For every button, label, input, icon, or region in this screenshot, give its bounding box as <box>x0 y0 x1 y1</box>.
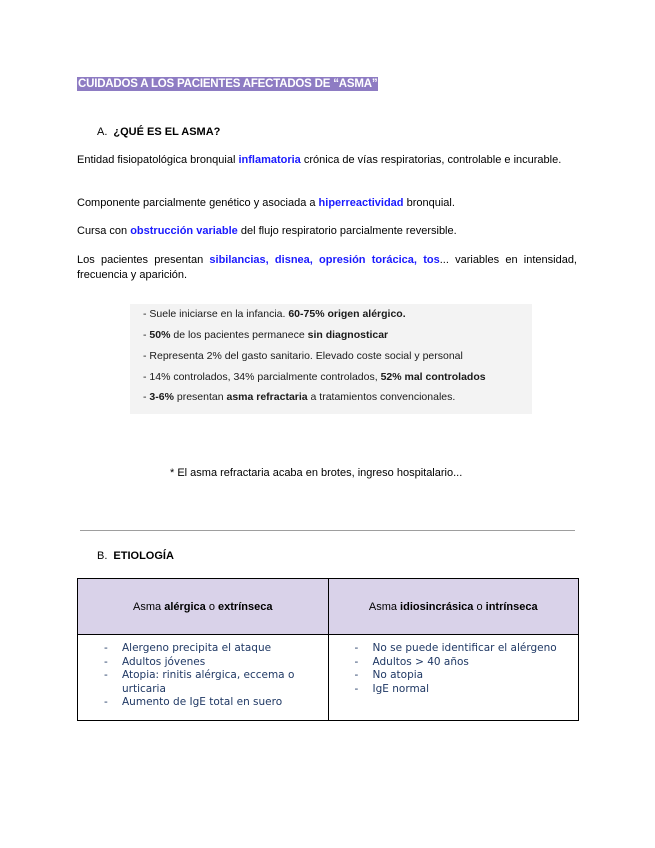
allergic-features-cell <box>78 635 329 721</box>
p1-text: Entidad fisiopatológica bronquial <box>77 154 239 166</box>
fact-line-4: - 14% controlados, 34% parcialmente controlados, 52% mal controlados <box>143 371 486 383</box>
list-item: - IgE normal <box>335 683 575 697</box>
p2-text: Componente parcialmente genético y asociada a <box>77 197 319 209</box>
paragraph-component <box>77 196 577 211</box>
list-item: - Aumento de IgE total en suero <box>84 696 324 710</box>
header-intrinsic: Asma idiosincrásica o intrínseca <box>328 579 579 635</box>
list-item: - No se puede identificar el alérgeno <box>335 642 575 656</box>
p4-text: Los pacientes presentan <box>77 254 210 266</box>
list-item: - Adultos > 40 años <box>335 656 575 670</box>
fact-line-3: - Representa 2% del gasto sanitario. Elevado coste social y personal <box>143 350 463 362</box>
facts-box <box>130 304 532 414</box>
horizontal-divider <box>80 530 575 531</box>
fact-line-5: - 3-6% presentan asma refractaria a tratamientos convencionales. <box>143 391 456 403</box>
intrinsic-features-cell <box>328 635 579 721</box>
list-item: - Atopia: rinitis alérgica, eccema o urticaria <box>84 669 324 696</box>
refractory-note: * El asma refractaria acaba en brotes, ingreso hospitalario... <box>170 467 463 479</box>
fact-line-1: - Suele iniciarse en la infancia. 60-75% origen alérgico. <box>143 308 406 320</box>
paragraph-symptoms <box>77 253 577 283</box>
section-b-title: ETIOLOGÍA <box>113 550 174 562</box>
fact-line-2: - 50% de los pacientes permanece sin diagnosticar <box>143 329 389 341</box>
header-allergic: Asma alérgica o extrínseca <box>78 579 329 635</box>
list-item: - Alergeno precipita el ataque <box>84 642 324 656</box>
section-a-letter: A. <box>97 126 108 138</box>
p1-highlight: inflamatoria <box>238 154 301 166</box>
list-item: - No atopia <box>335 669 575 683</box>
section-b-heading <box>97 549 174 563</box>
p4-highlight: sibilancias, disnea, opresión torácica, tos <box>209 254 440 266</box>
p2-text-end: bronquial. <box>403 197 455 209</box>
p3-text: Cursa con <box>77 225 131 237</box>
etiology-table <box>77 578 579 721</box>
p2-highlight: hiperreactividad <box>318 197 404 209</box>
p4-text-end: ... variables en intensidad, frecuencia y aparición. <box>77 254 577 281</box>
paragraph-definition <box>77 153 577 168</box>
section-a-heading <box>97 125 220 139</box>
p3-text-end: del flujo respiratorio parcialmente reversible. <box>237 225 457 237</box>
document-title: CUIDADOS A LOS PACIENTES AFECTADOS DE “ASMA” <box>78 78 378 90</box>
section-b-letter: B. <box>97 550 108 562</box>
paragraph-obstruction <box>77 224 577 239</box>
list-item: - Adultos jóvenes <box>84 656 324 670</box>
section-a-title: ¿QUÉ ES EL ASMA? <box>113 126 221 138</box>
p3-highlight: obstrucción variable <box>130 225 238 237</box>
p1-text-end: crónica de vías respiratorias, controlable e incurable. <box>300 154 562 166</box>
